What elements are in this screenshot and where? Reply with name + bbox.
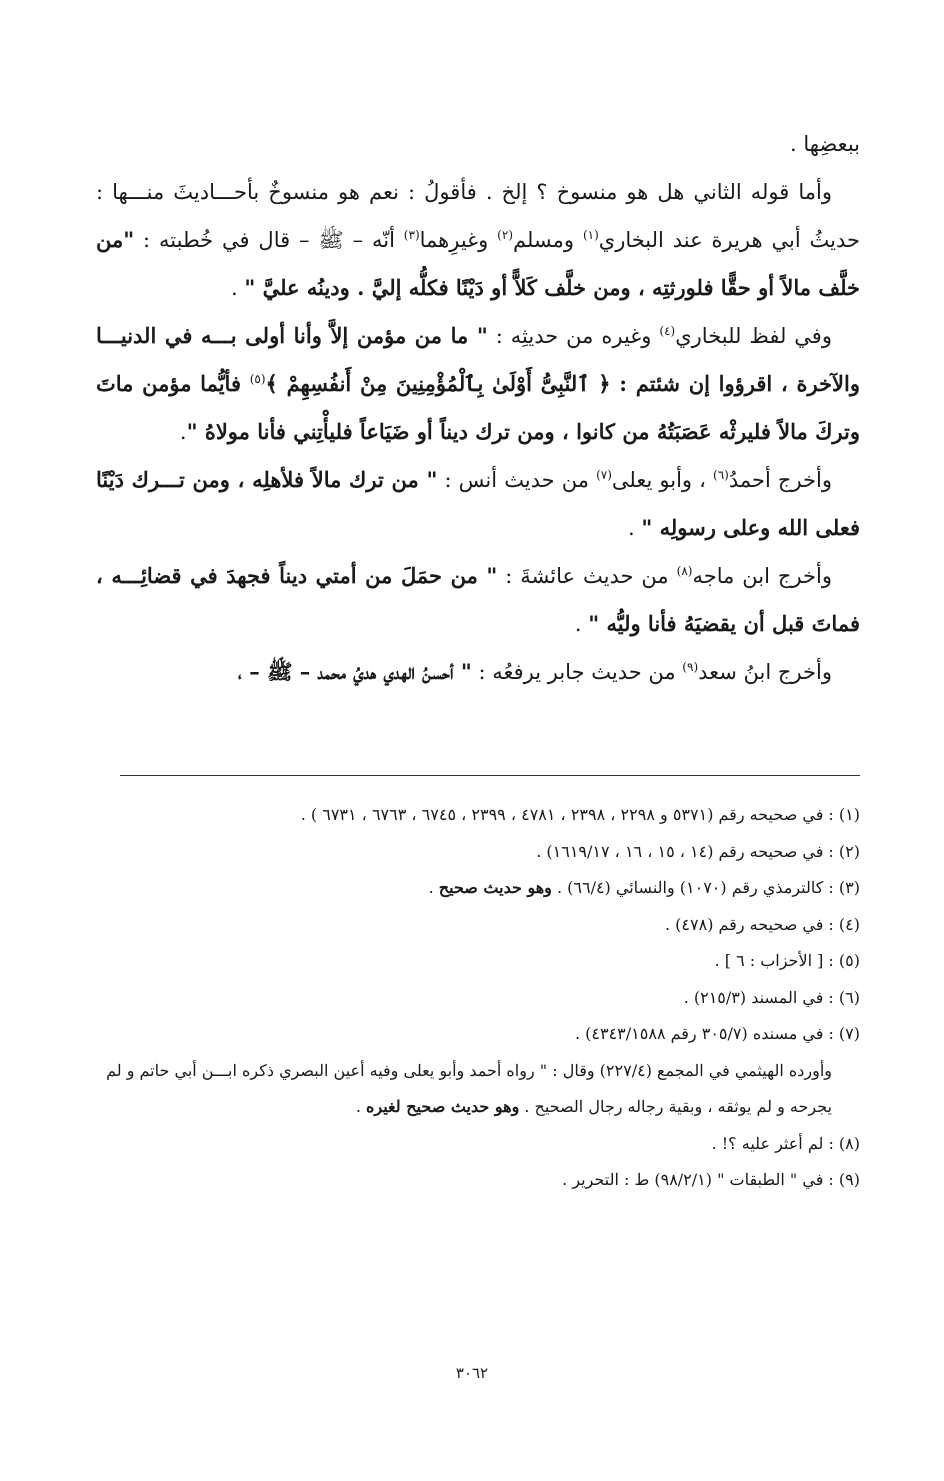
- footnote-5: (٥) : [ الأحزاب : ٦ ] .: [714, 951, 860, 970]
- text-run: أنّه – ﷺ – قال في خُطبته :: [134, 228, 404, 252]
- main-text: [96, 120, 860, 696]
- text-run: وأورده الهيثمي في المجمع (٢٢٧/٤) وقال : " رواه أحمد وأبو يعلى وفيه أعين البصري ذكره ابـــن أبي حاتم و لم يجرحه و لم يوثقه ، وبقية رجاله رجال الصحيح .: [106, 1060, 832, 1116]
- paragraph-3: [96, 312, 860, 456]
- paragraph-1: [96, 120, 860, 168]
- paragraph-4: [96, 456, 860, 552]
- hadith-quote: " أحسنُ الهدي هديُ محمد – ﷺ – ،: [237, 659, 472, 684]
- footnote-4: (٤) : في صحيحه رقم (٤٧٨) .: [664, 914, 860, 934]
- footnote-9: (٩) : في " الطبقات " (٩٨/٢/١) ط : التحرير .: [562, 1170, 860, 1189]
- text-run: .: [628, 516, 642, 540]
- footnote-ref-7[interactable]: (٧): [596, 468, 612, 482]
- footnote-divider: [120, 775, 860, 776]
- text-run: وأما قوله الثاني هل هو منسوخ ؟ إلخ . فأقولُ : نعم هو منسوخٌ بأحـــاديثَ منـــها : حديثُ أبي هريرة عند البخاري: [96, 180, 860, 252]
- footnote-3: [88, 870, 860, 907]
- footnotes: [88, 797, 860, 1199]
- text-run: ، وأبو يعلى: [611, 468, 714, 492]
- footnote-1: (١) : في صحيحه رقم (٥٣٧١ و ٢٢٩٨ ، ٢٣٩٨ ، ٤٧٨١ ، ٢٣٩٩ ، ٦٧٤٥ ، ٦٧٦٣ ، ٦٧٣١ ) .: [300, 805, 860, 824]
- hadith-quote: "من خلَّف مالاً أو حقًّا فلورثتِه ، ومن خلَّف كَلاًّ أو دَيْنًا فكلُّه إليَّ . ودينُه عليَّ ": [96, 227, 860, 300]
- text-run: وأخرج أحمدُ: [728, 468, 833, 492]
- page-number: ٣٠٦٢: [455, 1364, 489, 1382]
- text-run: ومسلم: [513, 228, 583, 252]
- text-run: .: [574, 612, 589, 636]
- footnote-8: (٨) : لم أعثر عليه ؟! .: [711, 1133, 860, 1153]
- text-run: .: [179, 420, 187, 444]
- footnote-6: (٦) : في المسند (٢١٥/٣) .: [683, 987, 860, 1007]
- text-run: من حديث أنس :: [437, 468, 597, 492]
- text-run: وغيرِهما: [419, 228, 498, 252]
- hadith-quote: " ما من مؤمن إلاَّ وأنا أولى بـــه في الدنيـــا والآخرة ، اقرؤوا إن شئتم : ﴿ ٱلنَّبِىُّ أَوْلَىٰ بِٱلْمُؤْمِنِينَ مِنْ أَنفُسِهِمْ ﴾: [96, 323, 860, 396]
- text-run: من حديث عائشةَ :: [497, 564, 677, 588]
- paragraph-2: [96, 168, 860, 312]
- footnote-ref-6[interactable]: (٦): [713, 468, 729, 482]
- hadith-quote: " من حمَلَ من أمتي ديناً فجهدَ في قضائِـــه ، فماتَ قبل أن يقضيَهُ فأنا وليُّه ": [96, 563, 860, 636]
- text-run: من حديث جابر يرفعُه :: [471, 660, 683, 684]
- footnote-2: (٢) : في صحيحه رقم (١٤ ، ١٥ ، ١٦ ، ١٦١٩/١٧) .: [536, 841, 860, 861]
- text-run: .: [355, 1097, 366, 1116]
- hadith-quote: " من ترك مالاً فلأهلِه ، ومن تـــرك دَيْنًا فعلى الله وعلى رسولِه ": [96, 467, 860, 540]
- text-run: (٣) : كالترمذي رقم (١٠٧٠) والنسائي (٦٦/٤) .: [551, 878, 860, 897]
- grading-text: وهو حديث صحيح لغيره: [366, 1097, 520, 1116]
- text-run: وأخرج ابنُ سعد: [698, 660, 832, 684]
- grading-text: وهو حديث صحيح: [438, 878, 552, 897]
- footnote-ref-2[interactable]: (٢): [497, 228, 513, 242]
- text-run: .: [230, 276, 245, 300]
- footnote-7: (٧) : في مسنده (٣٠٥/٧ رقم ٤٣٤٣/١٥٨٨) .: [574, 1024, 860, 1043]
- text-run: وفي لفظ للبخاري: [675, 324, 832, 348]
- hadith-quote: فأيُّما مؤمن ماتَ وتركَ مالاً فليرثْه عَصَبَتُهُ من كانوا ، ومن ترك ديناً أو ضَيَاعاً فليأْتِني فأنا مولاهُ ": [96, 371, 860, 444]
- footnote-ref-9[interactable]: (٩): [682, 660, 699, 674]
- paragraph-1-text: ببعضِها .: [790, 132, 860, 156]
- footnote-ref-3[interactable]: (٣): [403, 228, 420, 242]
- footnote-ref-1[interactable]: (١): [582, 228, 599, 242]
- footnote-ref-8[interactable]: (٨): [676, 564, 693, 578]
- paragraph-6: [96, 648, 860, 696]
- text-run: وأخرج ابن ماجه: [692, 564, 832, 588]
- footnote-ref-4[interactable]: (٤): [659, 324, 676, 338]
- text-run: وغيره من حديثِه :: [487, 324, 660, 348]
- footnote-7-continuation: [88, 1053, 832, 1126]
- footnote-ref-5[interactable]: (٥): [249, 372, 266, 386]
- text-run: .: [428, 878, 439, 897]
- paragraph-5: [96, 552, 860, 648]
